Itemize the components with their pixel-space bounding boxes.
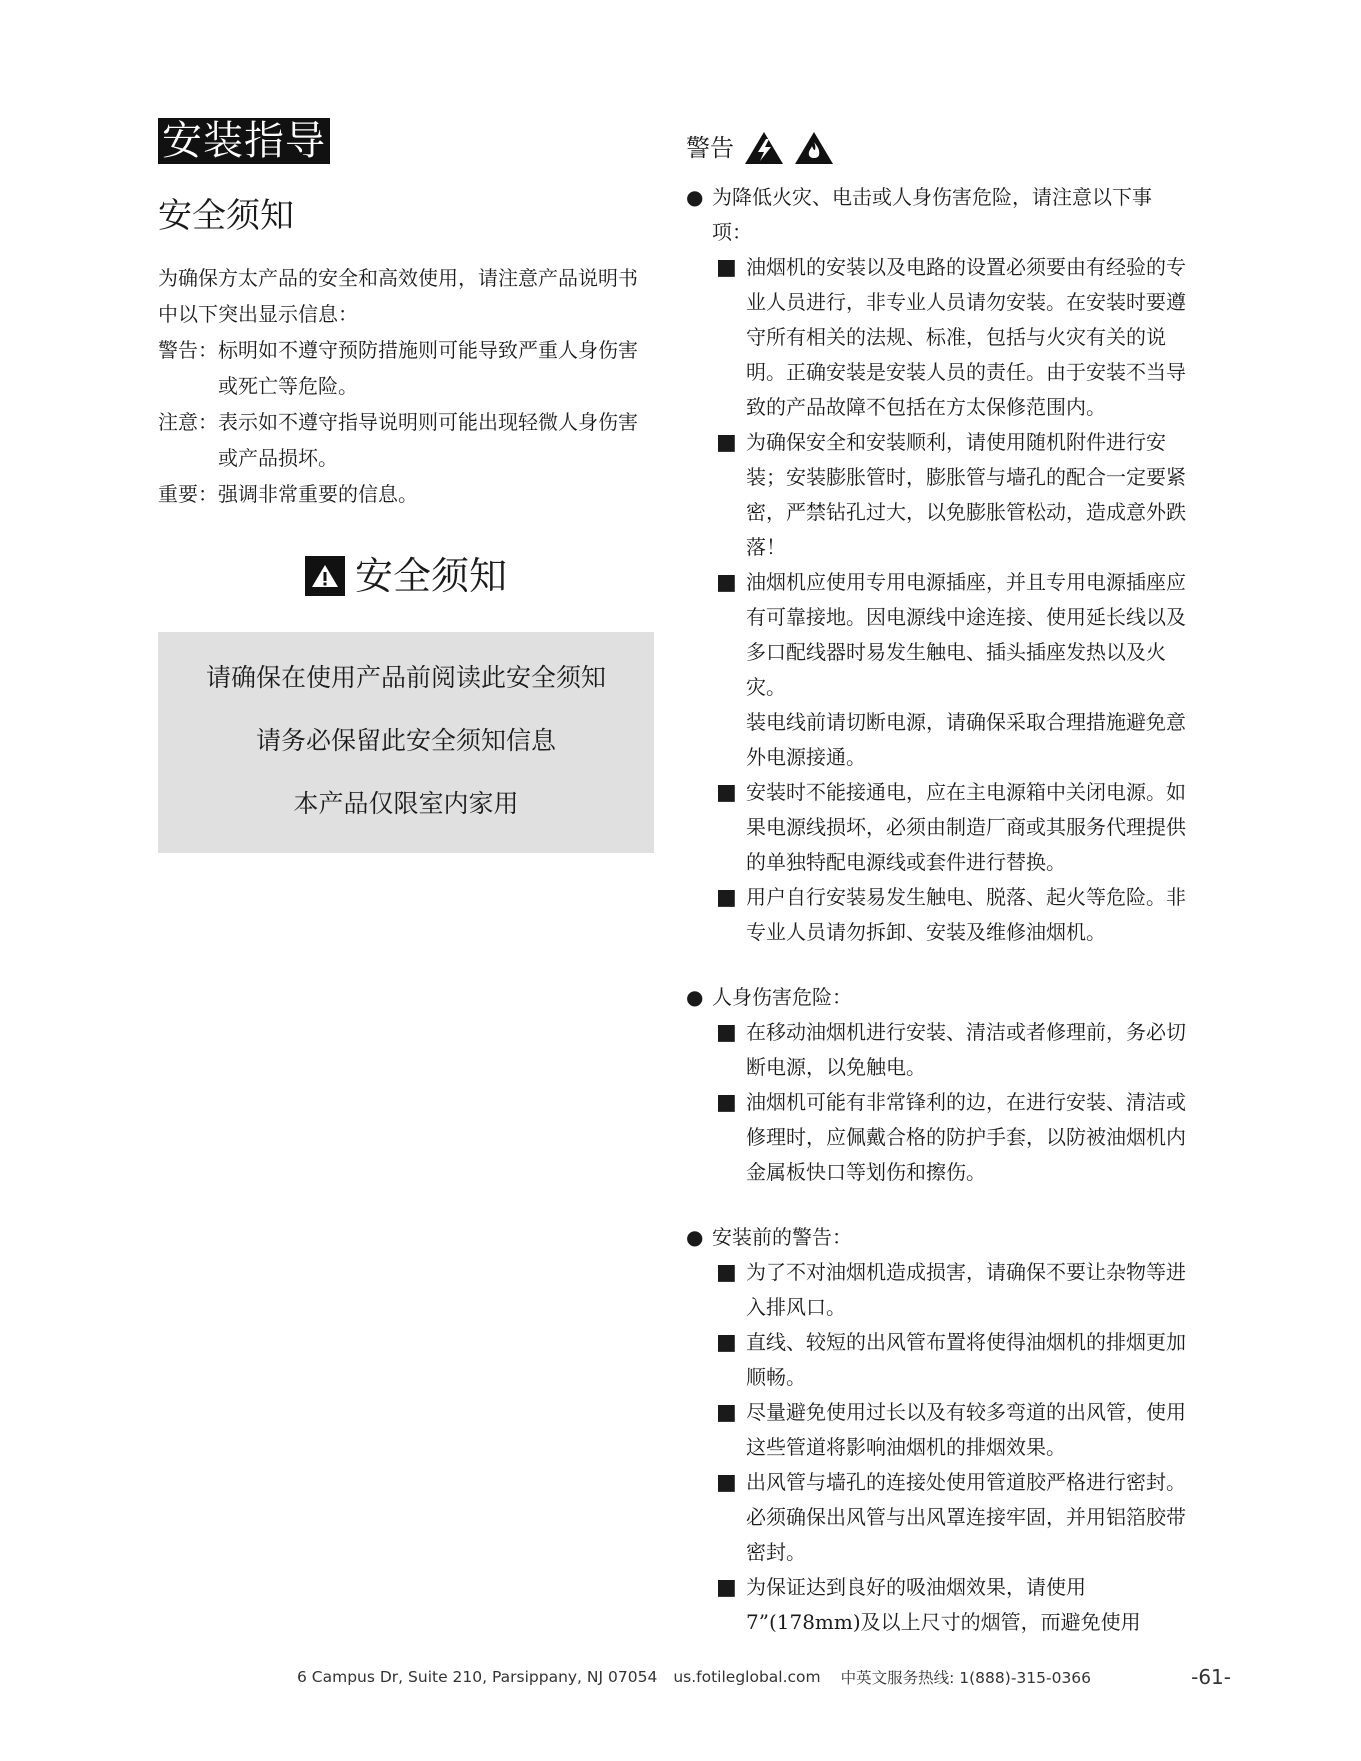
list-item	[716, 1570, 1191, 1640]
bullet-icon: ●	[686, 185, 704, 209]
list-item	[716, 1325, 1191, 1395]
section-banner: 安装指导	[158, 118, 330, 164]
list-item	[716, 250, 1191, 425]
warning-title: 警告	[686, 134, 734, 162]
footer-website[interactable]: us.fotileglobal.com	[673, 1668, 821, 1686]
electric-shock-icon	[744, 131, 784, 165]
square-bullet-icon: ■	[716, 1330, 737, 1355]
list-item	[716, 1015, 1191, 1085]
item-text: 油烟机可能有非常锋利的边，在进行安装、清洁或修理时，应佩戴合格的防护手套，以防被油烟机内金属板快口等划伤和擦伤。	[746, 1090, 1186, 1184]
fire-hazard-icon	[794, 131, 834, 165]
list-item	[716, 1395, 1191, 1465]
item-text: 在移动油烟机进行安装、清洁或者修理前，务必切断电源，以免触电。	[746, 1020, 1186, 1079]
item-text: 油烟机应使用专用电源插座，并且专用电源插座应有可靠接地。因电源线中途连接、使用延长线以及多口配线器时易发生触电、插头插座发热以及火灾。 装电线前请切断电源，请确保采取合理措施避免意外电源接通。	[746, 570, 1186, 769]
item-text: 为保证达到良好的吸油烟效果，请使用 7”(178mm)及以上尺寸的烟管，而避免使用	[746, 1575, 1141, 1634]
list-item	[716, 775, 1191, 880]
term: 警告：	[158, 338, 218, 362]
list-item	[716, 1255, 1191, 1325]
item-text: 尽量避免使用过长以及有较多弯道的出风管，使用这些管道将影响油烟机的排烟效果。	[746, 1400, 1186, 1459]
heading-text: 为降低火灾、电击或人身伤害危险，请注意以下事项：	[711, 185, 1152, 244]
term: 重要：	[158, 482, 218, 506]
notice-title: 安全须知	[354, 554, 507, 598]
list-item	[716, 425, 1191, 565]
notice-box	[158, 632, 654, 853]
item-text: 为确保安全和安装顺利，请使用随机附件进行安装；安装膨胀管时，膨胀管与墙孔的配合一定要紧密，严禁钻孔过大，以免膨胀管松动，造成意外跌落！	[746, 430, 1186, 559]
item-list	[716, 1255, 1191, 1640]
footer-hotline: 中英文服务热线: 1(888)-315-0366	[840, 1669, 1092, 1687]
item-list	[716, 250, 1191, 950]
section-heading	[686, 980, 1191, 1015]
square-bullet-icon: ■	[716, 1020, 737, 1045]
left-column	[158, 118, 654, 853]
section-injury	[686, 980, 1191, 1190]
section-heading	[686, 180, 1191, 250]
item-text: 用户自行安装易发生触电、脱落、起火等危险。非专业人员请勿拆卸、安装及维修油烟机。	[746, 885, 1186, 944]
definition-important	[158, 476, 654, 512]
warning-triangle-icon	[305, 556, 345, 596]
square-bullet-icon: ■	[716, 780, 737, 805]
intro-text: 为确保方太产品的安全和高效使用，请注意产品说明书中以下突出显示信息：	[158, 266, 638, 326]
notice-line: 请务必保留此安全须知信息	[255, 726, 556, 755]
notice-heading	[158, 552, 654, 600]
section-heading	[686, 1220, 1191, 1255]
section-pre-install	[686, 1220, 1191, 1640]
item-text: 油烟机的安装以及电路的设置必须要由有经验的专业人员进行，非专业人员请勿安装。在安装时要遵守所有相关的法规、标准，包括与火灾有关的说明。正确安装是安装人员的责任。由于安装不当导致的产品故障不包括在方太保修范围内。	[746, 255, 1186, 419]
subhead-safety: 安全须知	[158, 196, 294, 236]
page-footer	[297, 1665, 1231, 1689]
right-column	[686, 128, 1191, 1640]
square-bullet-icon: ■	[716, 1575, 737, 1600]
list-item	[716, 565, 1191, 775]
list-item	[716, 1085, 1191, 1190]
item-text: 为了不对油烟机造成损害，请确保不要让杂物等进入排风口。	[746, 1260, 1186, 1319]
bullet-icon: ●	[686, 985, 704, 1009]
square-bullet-icon: ■	[716, 255, 737, 280]
heading-text: 安装前的警告：	[712, 1225, 852, 1249]
square-bullet-icon: ■	[716, 1090, 737, 1115]
item-list	[716, 1015, 1191, 1190]
item-text: 直线、较短的出风管布置将使得油烟机的排烟更加顺畅。	[746, 1330, 1186, 1389]
desc: 标明如不遵守预防措施则可能导致严重人身伤害或死亡等危险。	[218, 338, 638, 398]
item-text: 出风管与墙孔的连接处使用管道胶严格进行密封。必须确保出风管与出风罩连接牢固，并用铝箔胶带密封。	[746, 1470, 1186, 1564]
desc: 强调非常重要的信息。	[218, 482, 418, 506]
heading-text: 人身伤害危险：	[712, 985, 852, 1009]
definition-caution	[158, 404, 654, 476]
square-bullet-icon: ■	[716, 570, 737, 595]
list-item	[716, 1465, 1191, 1570]
warning-heading	[686, 128, 1191, 168]
item-text: 安装时不能接通电，应在主电源箱中关闭电源。如果电源线损坏，必须由制造厂商或其服务代理提供的单独特配电源线或套件进行替换。	[746, 780, 1186, 874]
page-number: -61-	[1191, 1665, 1231, 1689]
notice-line: 本产品仅限室内家用	[293, 789, 519, 818]
square-bullet-icon: ■	[716, 885, 737, 910]
list-item	[716, 880, 1191, 950]
bullet-icon: ●	[686, 1225, 704, 1249]
desc: 表示如不遵守指导说明则可能出现轻微人身伤害或产品损坏。	[218, 410, 638, 470]
footer-address: 6 Campus Dr, Suite 210, Parsippany, NJ 07054	[297, 1668, 658, 1686]
square-bullet-icon: ■	[716, 1260, 737, 1285]
square-bullet-icon: ■	[716, 1400, 737, 1425]
term: 注意：	[158, 410, 218, 434]
section-fire-shock	[686, 180, 1191, 950]
definition-warning	[158, 332, 654, 404]
square-bullet-icon: ■	[716, 430, 737, 455]
notice-line: 请确保在使用产品前阅读此安全须知	[205, 663, 606, 692]
square-bullet-icon: ■	[716, 1470, 737, 1495]
